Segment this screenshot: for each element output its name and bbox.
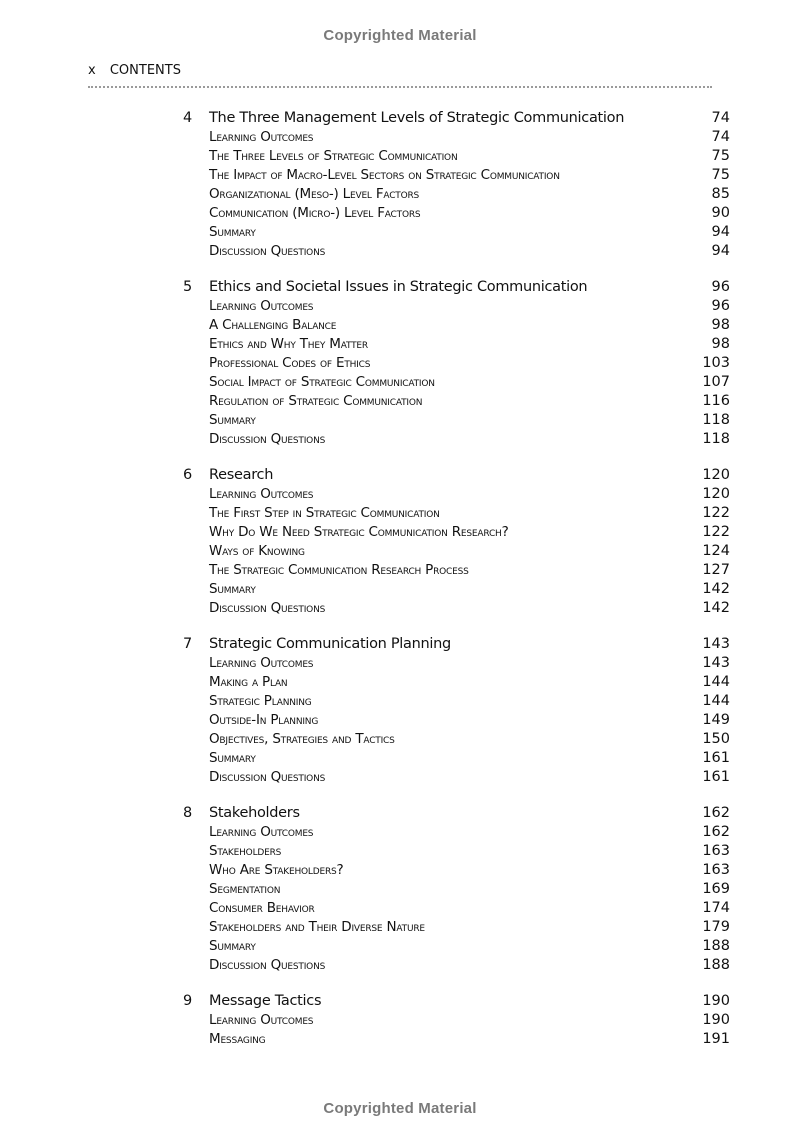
section-page: 142	[702, 581, 730, 597]
section-entry	[0, 711, 800, 730]
section-title: Who Are Stakeholders?	[209, 862, 344, 878]
section-entry	[0, 316, 800, 335]
section-title: Learning Outcomes	[209, 655, 314, 671]
section-page: 96	[711, 298, 730, 314]
section-page: 162	[702, 824, 730, 840]
section-entry	[0, 185, 800, 204]
section-title: Learning Outcomes	[209, 1012, 314, 1028]
chapter-page: 96	[711, 279, 730, 295]
section-page: 116	[702, 393, 730, 409]
chapter-number: 8	[183, 805, 193, 821]
section-title: Ways of Knowing	[209, 543, 305, 559]
section-entry	[0, 392, 800, 411]
section-title: Summary	[209, 750, 256, 766]
section-page: 118	[702, 412, 730, 428]
section-title: Learning Outcomes	[209, 824, 314, 840]
section-page: 163	[702, 862, 730, 878]
chapter-title: Strategic Communication Planning	[209, 636, 451, 652]
section-entry	[0, 147, 800, 166]
section-title: Communication (Micro-) Level Factors	[209, 205, 421, 221]
section-page: 75	[711, 167, 730, 183]
section-page: 74	[711, 129, 730, 145]
section-title: Making a Plan	[209, 674, 288, 690]
section-title: Stakeholders	[209, 843, 282, 859]
section-entry	[0, 561, 800, 580]
section-entry	[0, 861, 800, 880]
section-page: 142	[702, 600, 730, 616]
section-title: Social Impact of Strategic Communication	[209, 374, 435, 390]
dotted-rule	[88, 86, 712, 88]
section-page: 188	[702, 957, 730, 973]
section-title: Organizational (Meso-) Level Factors	[209, 186, 420, 202]
section-entry	[0, 730, 800, 749]
section-page: 163	[702, 843, 730, 859]
section-page: 90	[711, 205, 730, 221]
section-page: 191	[702, 1031, 730, 1047]
section-page: 161	[702, 750, 730, 766]
section-title: Summary	[209, 412, 256, 428]
chapter-number: 6	[183, 467, 193, 483]
chapter-page: 74	[711, 110, 730, 126]
section-title: Learning Outcomes	[209, 129, 314, 145]
section-page: 94	[711, 243, 730, 259]
chapter-title: Stakeholders	[209, 805, 300, 821]
section-title: Why Do We Need Strategic Communication Research?	[209, 524, 509, 540]
section-entry	[0, 128, 800, 147]
section-entry	[0, 523, 800, 542]
section-entry	[0, 204, 800, 223]
chapter-number: 9	[183, 993, 193, 1009]
section-title: Strategic Planning	[209, 693, 312, 709]
chapter-block	[0, 634, 800, 787]
section-entry	[0, 580, 800, 599]
section-entry	[0, 956, 800, 975]
table-of-contents	[0, 108, 800, 1065]
chapter-entry	[0, 991, 800, 1011]
chapter-block	[0, 991, 800, 1049]
chapter-entry	[0, 277, 800, 297]
section-page: 190	[702, 1012, 730, 1028]
section-title: The First Step in Strategic Communication	[209, 505, 440, 521]
section-page: 103	[702, 355, 730, 371]
section-page: 118	[702, 431, 730, 447]
chapter-number: 7	[183, 636, 193, 652]
section-title: Messaging	[209, 1031, 266, 1047]
section-entry	[0, 242, 800, 261]
section-title: Discussion Questions	[209, 957, 326, 973]
section-page: 143	[702, 655, 730, 671]
section-title: The Three Levels of Strategic Communication	[209, 148, 458, 164]
section-entry	[0, 542, 800, 561]
section-page: 149	[702, 712, 730, 728]
section-page: 188	[702, 938, 730, 954]
section-title: The Strategic Communication Research Process	[209, 562, 469, 578]
chapter-page: 143	[702, 636, 730, 652]
section-title: Outside-In Planning	[209, 712, 319, 728]
section-page: 161	[702, 769, 730, 785]
page-folio: x	[88, 63, 96, 78]
section-page: 144	[702, 693, 730, 709]
chapter-title: Message Tactics	[209, 993, 322, 1009]
chapter-page: 190	[702, 993, 730, 1009]
section-entry	[0, 768, 800, 787]
section-title: Consumer Behavior	[209, 900, 315, 916]
section-entry	[0, 166, 800, 185]
section-entry	[0, 430, 800, 449]
running-head-title: CONTENTS	[109, 63, 181, 78]
running-head	[88, 63, 181, 78]
section-page: 150	[702, 731, 730, 747]
section-title: Segmentation	[209, 881, 281, 897]
section-entry	[0, 223, 800, 242]
section-title: Discussion Questions	[209, 769, 326, 785]
section-entry	[0, 937, 800, 956]
section-entry	[0, 1011, 800, 1030]
chapter-title: The Three Management Levels of Strategic Communication	[209, 110, 625, 126]
section-page: 144	[702, 674, 730, 690]
copyright-watermark-top: Copyrighted Material	[323, 27, 477, 44]
section-page: 85	[711, 186, 730, 202]
section-page: 169	[702, 881, 730, 897]
section-entry	[0, 880, 800, 899]
section-title: Summary	[209, 581, 256, 597]
section-title: Summary	[209, 938, 256, 954]
chapter-entry	[0, 465, 800, 485]
chapter-block	[0, 277, 800, 449]
section-entry	[0, 1030, 800, 1049]
section-page: 75	[711, 148, 730, 164]
chapter-page: 120	[702, 467, 730, 483]
section-entry	[0, 599, 800, 618]
copyright-watermark-bottom: Copyrighted Material	[323, 1100, 477, 1117]
section-page: 122	[702, 505, 730, 521]
section-entry	[0, 373, 800, 392]
section-entry	[0, 654, 800, 673]
section-page: 120	[702, 486, 730, 502]
section-entry	[0, 354, 800, 373]
section-page: 174	[702, 900, 730, 916]
section-title: Regulation of Strategic Communication	[209, 393, 423, 409]
section-page: 94	[711, 224, 730, 240]
section-page: 98	[711, 336, 730, 352]
section-page: 98	[711, 317, 730, 333]
chapter-page: 162	[702, 805, 730, 821]
section-entry	[0, 899, 800, 918]
section-title: Discussion Questions	[209, 600, 326, 616]
section-page: 107	[702, 374, 730, 390]
chapter-block	[0, 108, 800, 261]
section-title: The Impact of Macro-Level Sectors on Strategic Communication	[209, 167, 560, 183]
chapter-entry	[0, 634, 800, 654]
section-title: A Challenging Balance	[209, 317, 337, 333]
chapter-block	[0, 803, 800, 975]
section-entry	[0, 297, 800, 316]
chapter-block	[0, 465, 800, 618]
section-entry	[0, 749, 800, 768]
chapter-number: 4	[183, 110, 193, 126]
section-title: Stakeholders and Their Diverse Nature	[209, 919, 425, 935]
section-page: 179	[702, 919, 730, 935]
section-title: Professional Codes of Ethics	[209, 355, 371, 371]
section-title: Learning Outcomes	[209, 486, 314, 502]
section-title: Ethics and Why They Matter	[209, 336, 368, 352]
chapter-entry	[0, 108, 800, 128]
section-page: 127	[702, 562, 730, 578]
section-entry	[0, 504, 800, 523]
section-entry	[0, 692, 800, 711]
section-page: 124	[702, 543, 730, 559]
section-entry	[0, 335, 800, 354]
section-entry	[0, 411, 800, 430]
section-title: Summary	[209, 224, 256, 240]
chapter-entry	[0, 803, 800, 823]
section-entry	[0, 673, 800, 692]
section-entry	[0, 823, 800, 842]
section-entry	[0, 918, 800, 937]
section-title: Discussion Questions	[209, 431, 326, 447]
section-title: Objectives, Strategies and Tactics	[209, 731, 395, 747]
section-title: Discussion Questions	[209, 243, 326, 259]
chapter-title: Research	[209, 467, 274, 483]
chapter-title: Ethics and Societal Issues in Strategic Communication	[209, 279, 588, 295]
section-page: 122	[702, 524, 730, 540]
section-entry	[0, 485, 800, 504]
section-title: Learning Outcomes	[209, 298, 314, 314]
chapter-number: 5	[183, 279, 193, 295]
section-entry	[0, 842, 800, 861]
